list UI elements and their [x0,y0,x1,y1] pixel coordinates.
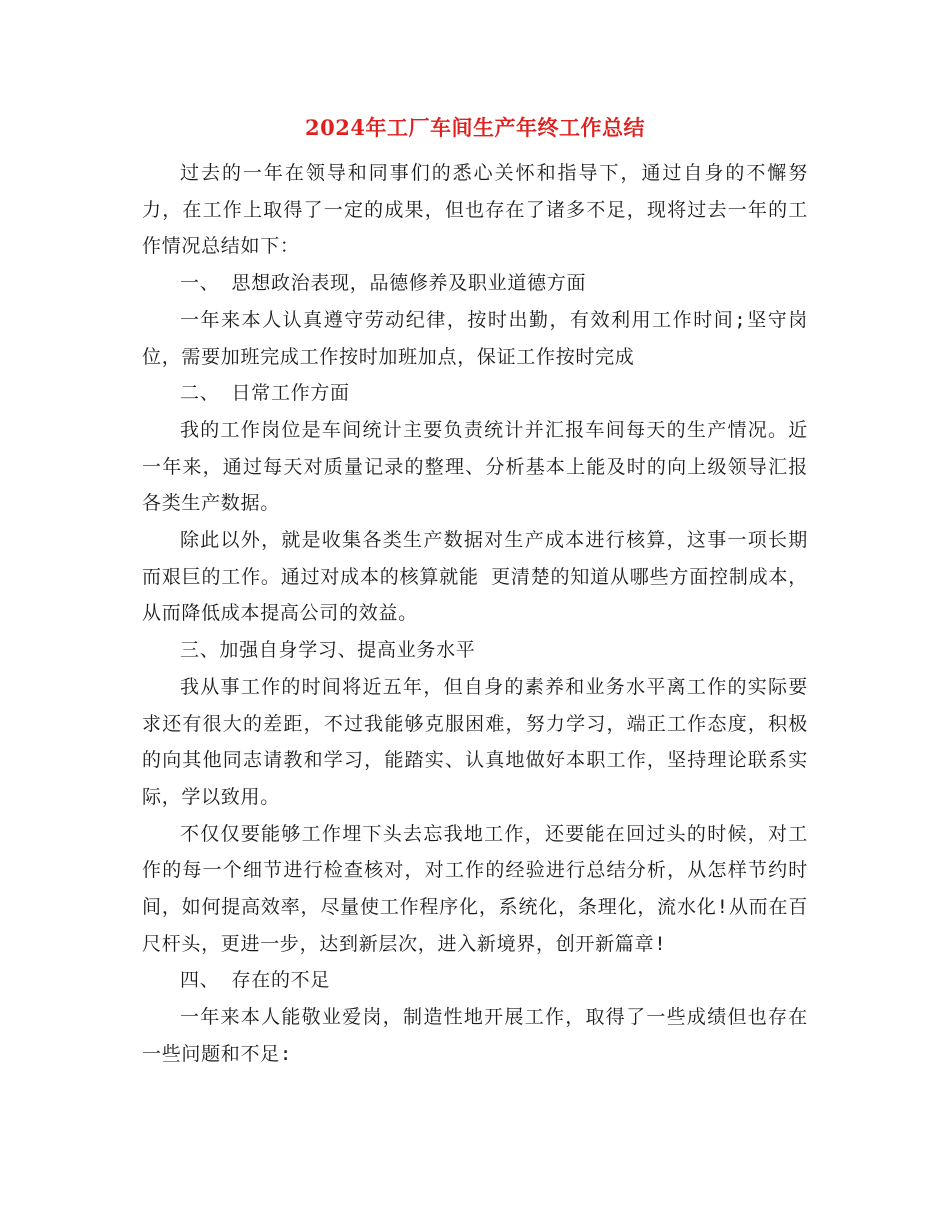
section-heading-2: 二、 日常工作方面 [180,382,350,405]
section-3-paragraph-1: 我从事工作的时间将近五年，但自身的素养和业务水平离工作的实际要求还有很大的差距，不过我能够克服困难，努力学习，端正工作态度，积极的向其他同志请教和学习，能踏实、认真地做好本职工作，坚持理论联系实际，学以致用。 [142,675,808,808]
section-3-paragraph-2: 不仅仅要能够工作埋下头去忘我地工作，还要能在回过头的时候，对工作的每一个细节进行检查核对，对工作的经验进行总结分析，从怎样节约时间，如何提高效率，尽量使工作程序化，系统化，条理化，流水化!从而在百尺杆头，更进一步，达到新层次，进入新境界，创开新篇章! [142,822,808,955]
document-body [142,155,808,1073]
section-2-paragraph-2: 除此以外，就是收集各类生产数据对生产成本进行核算，这事一项长期而艰巨的工作。通过对成本的核算就能 更清楚的知道从哪些方面控制成本，从而降低成本提高公司的效益。 [142,529,808,625]
document-title: 2024年工厂车间生产年终工作总结 [305,115,645,140]
section-heading-3: 三、加强自身学习、提高业务水平 [180,639,476,662]
section-2-paragraph-1: 我的工作岗位是车间统计主要负责统计并汇报车间每天的生产情况。近一年来，通过每天对质量记录的整理、分析基本上能及时的向上级领导汇报各类生产数据。 [142,418,808,515]
section-heading-1: 一、 思想政治表现，品德修养及职业道德方面 [180,272,587,295]
section-heading-4: 四、 存在的不足 [180,969,331,992]
section-1-paragraph: 一年来本人认真遵守劳动纪律，按时出勤，有效利用工作时间;坚守岗位，需要加班完成工作按时加班加点，保证工作按时完成 [142,308,808,368]
intro-paragraph: 过去的一年在领导和同事们的悉心关怀和指导下，通过自身的不懈努力，在工作上取得了一定的成果，但也存在了诸多不足，现将过去一年的工作情况总结如下： [142,162,808,258]
section-4-paragraph: 一年来本人能敬业爱岗，制造性地开展工作，取得了一些成绩但也存在一些问题和不足: [142,1006,808,1065]
